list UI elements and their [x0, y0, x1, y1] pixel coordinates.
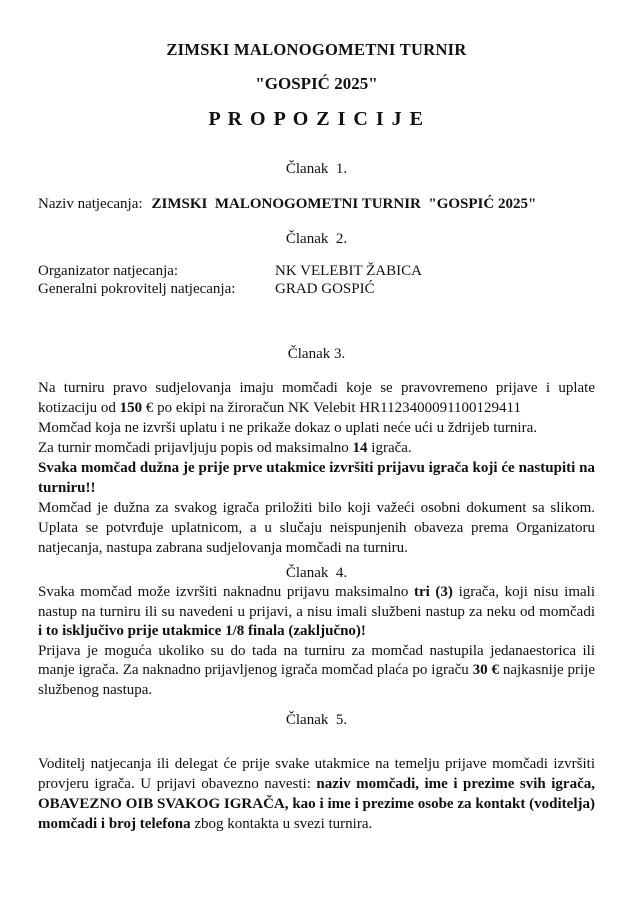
text-run: Momčad je dužna za svakog igrača priložiti bilo koji važeći osobni dokument sa slikom. Uplata se potvrđuje uplatnicom, a u slučaju neispunjenih obaveza prema Organizatoru natjecanja, nastupa zabrana sudjelovanja momčadi na turniru. [38, 500, 595, 556]
text-run: Prijava je moguća ukoliko su do tada na turniru za momčad nastupila jedanaestorica ili manje igrača. Za naknadno prijavljenog igrača momčad plaća po igraču [38, 642, 595, 678]
article-1-heading: Članak 1. [285, 161, 348, 177]
paragraph-fee [38, 378, 595, 418]
doc-title-line-3: P R O P O Z I C I J E [208, 108, 425, 130]
text-run: igrača, koji nisu imali nastup na turniru ili su navedeni u prijavi, a nisu imali službeni nastup za neku od momčadi [38, 584, 596, 620]
text-run-bold: 30 € [472, 662, 499, 678]
article-4-heading: Članak 4. [285, 565, 348, 581]
paragraph-late-fee [38, 642, 595, 701]
doc-title-line-2: "GOSPIĆ 2025" [255, 74, 378, 93]
text-run-bold: naziv momčadi, ime i prezime svih igrača, OBAVEZNO OIB SVAKOG IGRAČA, kao i ime i prezime osobe za kontakt (voditelja) momčadi i broj telefona [38, 776, 595, 832]
text-run-bold: i to isključivo prije utakmice 1/8 finala (zaključno)! [38, 623, 366, 639]
paragraph-roster-limit [38, 438, 595, 458]
organizer-value: NK VELEBIT ŽABICA [275, 263, 422, 279]
doc-title-line-1: ZIMSKI MALONOGOMETNI TURNIR [166, 40, 467, 59]
organizer-label: Organizator natjecanja: [38, 263, 179, 279]
text-run: € po ekipi na žiroračun NK Velebit HR1123400091100129411 [142, 400, 521, 416]
text-run: igrača. [367, 440, 412, 456]
sponsor-row [38, 280, 595, 298]
competition-name-value: ZIMSKI MALONOGOMETNI TURNIR "GOSPIĆ 2025" [151, 196, 537, 212]
article-3-heading: Članak 3. [287, 346, 346, 362]
text-run: Za turnir momčadi prijavljuju popis od maksimalno [38, 440, 353, 456]
organizer-block [38, 262, 595, 298]
text-run: Na turniru pravo sudjelovanja imaju momčadi koje se pravovremeno prijave i uplate kotizaciju od [38, 380, 595, 416]
text-run-bold: tri (3) [413, 584, 453, 600]
text-run: najkasnije prije službenog nastupa. [38, 662, 595, 698]
organizer-row [38, 262, 595, 280]
paragraph-player-check [38, 754, 595, 834]
article-5-body [38, 754, 595, 834]
article-5-heading: Članak 5. [285, 712, 348, 728]
text-run-bold: 150 [119, 400, 143, 416]
article-4-body [38, 583, 595, 700]
sponsor-label: Generalni pokrovitelj natjecanja: [38, 281, 236, 297]
text-run-bold: Svaka momčad dužna je prije prve utakmice izvršiti prijavu igrača koji će nastupiti na turniru!! [38, 460, 595, 496]
text-run: Momčad koja ne izvrši uplatu i ne prikaže dokaz o uplati neće ući u ždrijeb turnira. [38, 420, 537, 436]
text-run-bold: 14 [352, 440, 368, 456]
paragraph-registration-warning [38, 458, 595, 498]
article-2-heading: Članak 2. [285, 231, 348, 247]
paragraph-documents [38, 498, 595, 558]
text-run: Voditelj natjecanja ili delegat će prije svake utakmice na temelju prijave momčadi izvršiti provjeru igrača. U prijavi obavezno navesti: [38, 756, 595, 792]
article-3-body [38, 378, 595, 558]
sponsor-value: GRAD GOSPIĆ [275, 281, 375, 297]
text-run: zbog kontakta u svezi turnira. [190, 816, 373, 832]
competition-name-line [38, 194, 595, 214]
competition-name-label: Naziv natjecanja: [38, 196, 143, 212]
paragraph-late-registration [38, 583, 595, 642]
text-run: Svaka momčad može izvršiti naknadnu prijavu maksimalno [38, 584, 414, 600]
paragraph-payment-proof [38, 418, 595, 438]
